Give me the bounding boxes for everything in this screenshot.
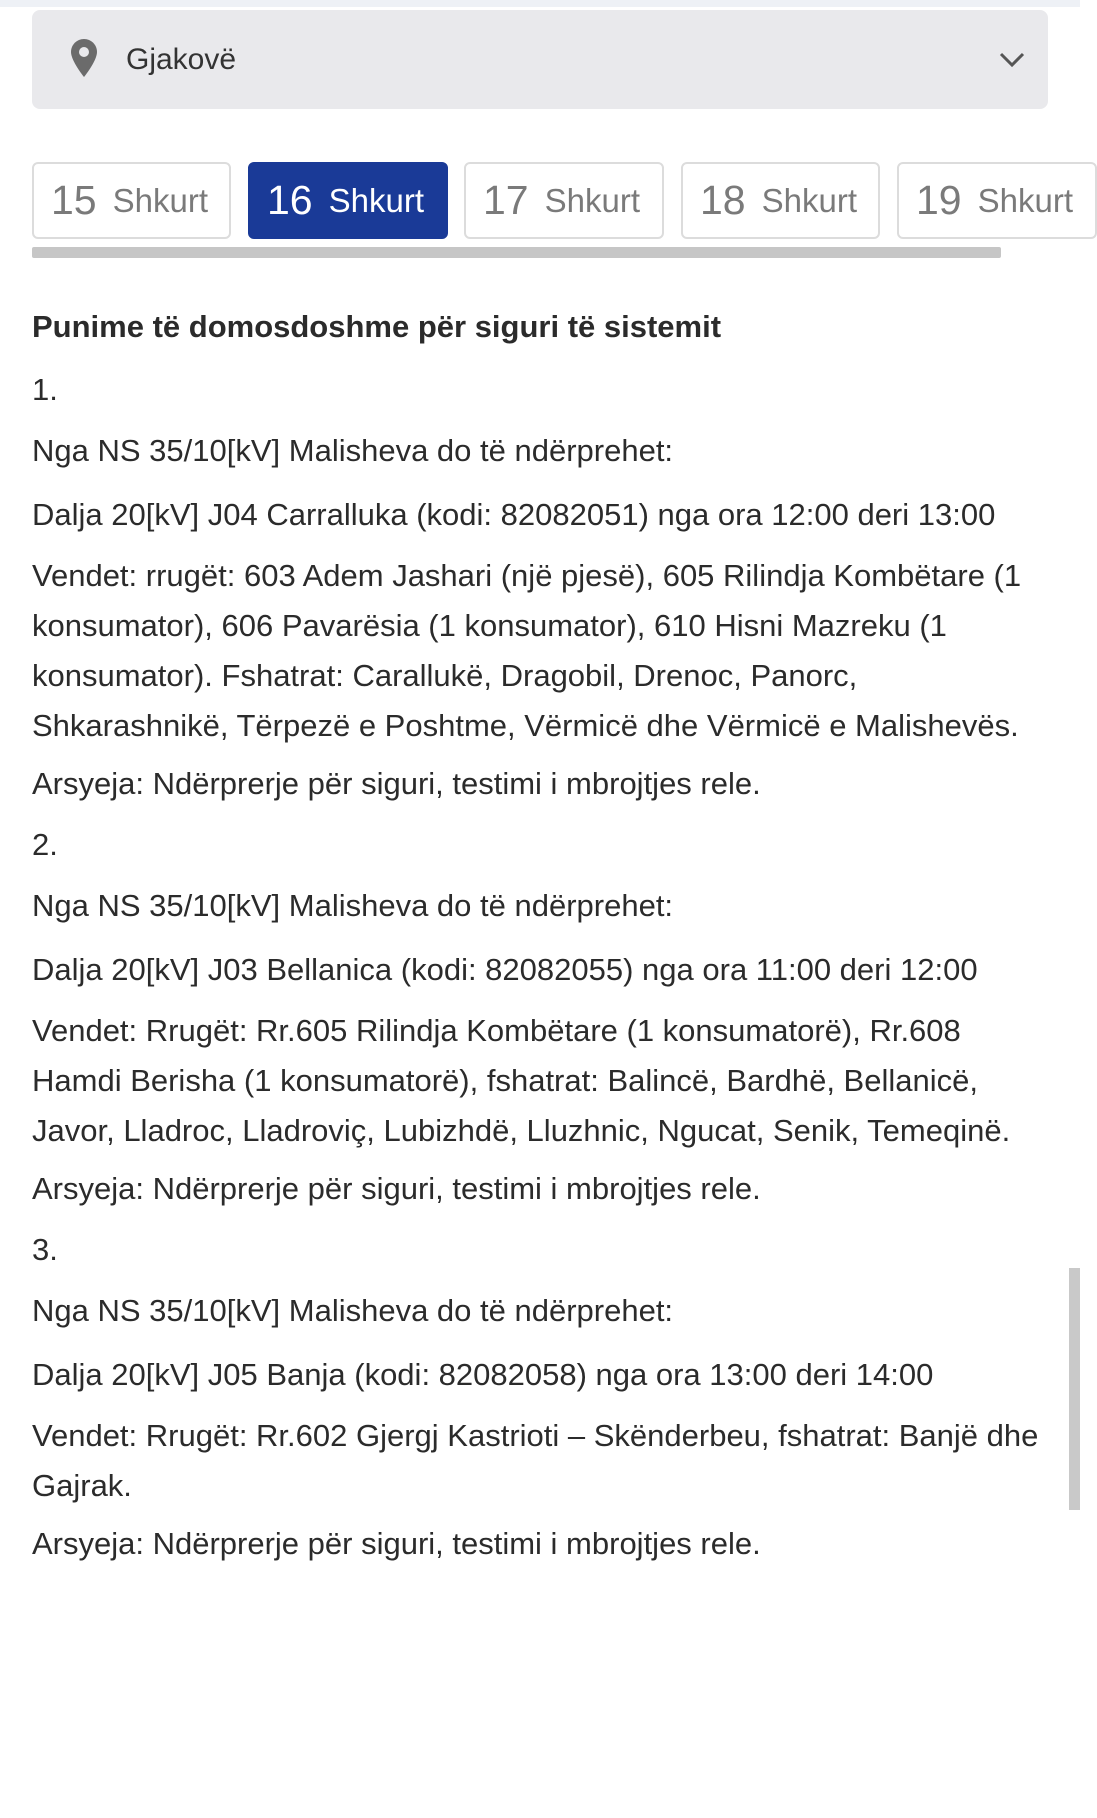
outage-item (32, 823, 1052, 1211)
item-outage: Dalja 20[kV] J04 Carralluka (kodi: 82082051) nga ora 12:00 deri 13:00 (32, 497, 996, 532)
tab-month: Shkurt (544, 181, 640, 219)
tabs-scrollbar[interactable] (32, 247, 1001, 258)
tab-day: 16 (267, 177, 313, 223)
item-places: Vendet: Rrugët: Rr.602 Gjergj Kastrioti – Skënderbeu, fshatrat: Banjë dhe Gajrak. (32, 1418, 1039, 1503)
outage-list (32, 305, 1052, 1583)
page-scrollbar[interactable] (1069, 1268, 1080, 1510)
date-tab-18[interactable] (681, 162, 880, 239)
section-heading: Punime të domosdoshme për siguri të sistemit (32, 309, 722, 344)
date-tab-19[interactable] (897, 162, 1097, 239)
tab-month: Shkurt (977, 181, 1073, 219)
item-places: Vendet: Rrugët: Rr.605 Rilindja Kombëtare (1 konsumatorë), Rr.608 Hamdi Berisha (1 konsumatorë), fshatrat: Balincë, Bardhë, Bellanicë, Javor, Lladroc, Lladroviç, Lubizhdë, Lluzhnic, Ngucat, Senik, Temeqinë. (32, 1013, 1011, 1148)
item-reason: Arsyeja: Ndërprerje për siguri, testimi i mbrojtjes rele. (32, 766, 761, 801)
date-tab-15[interactable] (32, 162, 231, 239)
item-reason: Arsyeja: Ndërprerje për siguri, testimi i mbrojtjes rele. (32, 1171, 761, 1206)
item-outage: Dalja 20[kV] J05 Banja (kodi: 82082058) nga ora 13:00 deri 14:00 (32, 1357, 934, 1392)
tab-day: 17 (483, 177, 529, 223)
item-substation: Nga NS 35/10[kV] Malisheva do të ndërprehet: (32, 888, 674, 923)
item-substation: Nga NS 35/10[kV] Malisheva do të ndërprehet: (32, 1293, 674, 1328)
item-number: 2. (32, 827, 58, 862)
top-edge (0, 0, 1080, 7)
tab-day: 18 (700, 177, 746, 223)
tab-day: 15 (51, 177, 97, 223)
outage-item (32, 1228, 1052, 1566)
location-value: Gjakovë (126, 43, 237, 76)
date-tab-16[interactable] (248, 162, 448, 239)
location-dropdown[interactable] (32, 10, 1048, 109)
item-places: Vendet: rrugët: 603 Adem Jashari (një pjesë), 605 Rilindja Kombëtare (1 konsumator), 606 Pavarësia (1 konsumator), 610 Hisni Mazreku (1 konsumator). Fshatrat: Carallukë, Dragobil, Drenoc, Panorc, Shkarashnikë, Tërpezë e Poshtme, Vërmicë dhe Vërmicë e Malishevës. (32, 558, 1022, 743)
tab-month: Shkurt (328, 181, 424, 219)
chevron-down-icon (998, 50, 1026, 70)
date-tab-17[interactable] (464, 162, 664, 239)
item-substation: Nga NS 35/10[kV] Malisheva do të ndërprehet: (32, 433, 674, 468)
outage-item (32, 368, 1052, 806)
item-number: 1. (32, 372, 58, 407)
item-reason: Arsyeja: Ndërprerje për siguri, testimi i mbrojtjes rele. (32, 1526, 761, 1561)
tab-month: Shkurt (112, 181, 208, 219)
location-pin-icon (70, 38, 98, 78)
tab-month: Shkurt (761, 181, 857, 219)
item-outage: Dalja 20[kV] J03 Bellanica (kodi: 82082055) nga ora 11:00 deri 12:00 (32, 952, 978, 987)
date-tabs (32, 162, 1073, 242)
tab-day: 19 (916, 177, 962, 223)
item-number: 3. (32, 1232, 58, 1267)
